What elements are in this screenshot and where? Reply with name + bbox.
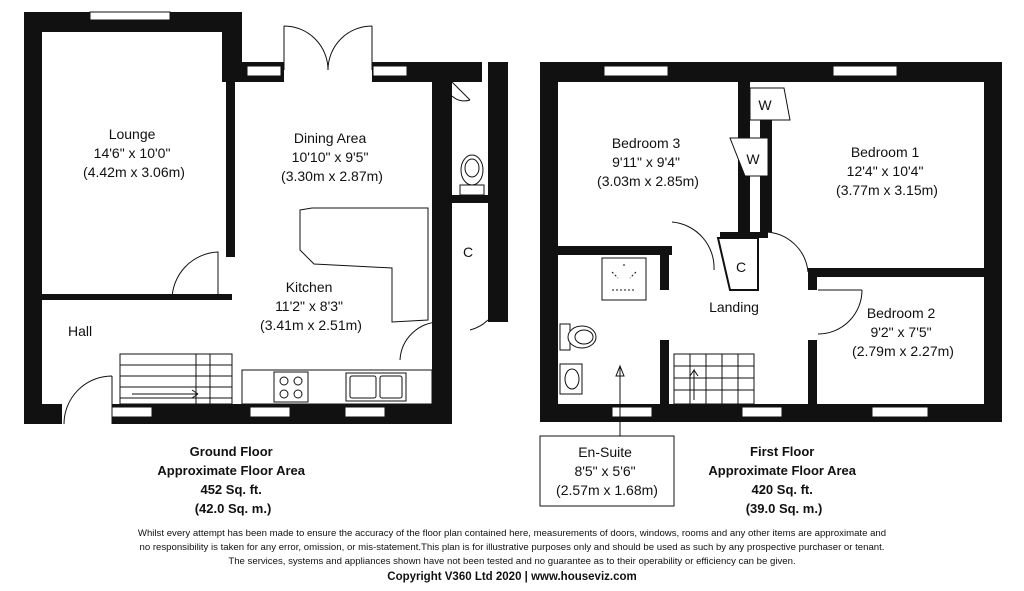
window — [250, 407, 290, 417]
footer — [138, 528, 886, 583]
window — [345, 407, 385, 417]
window — [872, 407, 928, 417]
ensuite-label: En-Suite 8'5" x 5'6" (2.57m x 1.68m) — [556, 444, 658, 498]
wall — [808, 340, 817, 404]
wardrobe-label: W — [746, 151, 760, 167]
first-floor-plan — [540, 62, 1002, 516]
front-door-opening — [62, 402, 112, 426]
window — [612, 407, 652, 417]
disclaimer-line: The services, systems and appliances shown have not been tested and no guarantee as to their operability or efficiency can be given. — [228, 556, 796, 567]
hob-icon — [274, 372, 308, 402]
dining-area-label: Dining Area 10'10" x 9'5" (3.30m x 2.87m) — [281, 130, 383, 184]
stairs-icon — [120, 354, 232, 404]
wall — [488, 62, 508, 322]
door-swing — [470, 320, 488, 330]
wall — [540, 62, 558, 422]
wardrobe-label: W — [758, 97, 772, 113]
toilet-icon — [460, 155, 484, 195]
cupboard-label: C — [462, 244, 474, 260]
wall — [660, 340, 669, 404]
bedroom-1-label: Bedroom 1 12'4" x 10'4" (3.77m x 3.15m) — [836, 144, 938, 198]
wall — [808, 268, 984, 277]
wall — [226, 82, 235, 257]
window — [742, 407, 782, 417]
wall — [24, 12, 42, 424]
window — [247, 66, 281, 76]
stairs-icon — [674, 354, 754, 404]
door-swing — [452, 82, 470, 101]
cupboard-label: C — [735, 259, 747, 275]
ground-floor-plan — [24, 12, 508, 516]
wall — [442, 195, 497, 203]
door-swing — [672, 222, 714, 270]
window — [112, 407, 152, 417]
wall — [808, 268, 817, 290]
wall — [984, 62, 1002, 422]
first-floor-caption: First Floor Approximate Floor Area 420 Sq. ft. (39.0 Sq. m.) — [708, 444, 856, 516]
copyright: Copyright V360 Ltd 2020 | www.houseviz.com — [387, 571, 637, 583]
window — [604, 66, 668, 76]
wall — [42, 294, 232, 300]
sink-icon — [346, 373, 406, 401]
window — [90, 12, 170, 20]
door-swing — [818, 290, 862, 334]
lounge-label: Lounge 14'6" x 10'0" (4.42m x 3.06m) — [83, 126, 185, 180]
ground-floor-caption: Ground Floor Approximate Floor Area 452 Sq. ft. (42.0 Sq. m.) — [157, 444, 305, 516]
wall — [660, 246, 669, 290]
shower-icon — [602, 258, 646, 300]
disclaimer-line: Whilst every attempt has been made to ensure the accuracy of the floor plan contained here, measurements of doors, windows, rooms and any other items are approximate and — [137, 528, 887, 539]
toilet-icon — [560, 324, 596, 350]
kitchen-label: Kitchen 11'2" x 8'3" (3.41m x 2.51m) — [260, 279, 362, 333]
hall-label: Hall — [68, 323, 93, 339]
basin-icon — [560, 364, 582, 394]
window — [373, 66, 407, 76]
disclaimer-line: no responsibility is taken for any error, omission, or mis-statement.This plan is for illustrative purposes only and should be used as such by any prospective purchaser or tenant. — [139, 542, 885, 553]
landing-label: Landing — [709, 299, 759, 315]
pointer-arrow — [616, 366, 624, 436]
bedroom-2-label: Bedroom 2 9'2" x 7'5" (2.79m x 2.27m) — [852, 305, 954, 359]
wall — [558, 246, 672, 255]
door-swing — [764, 232, 808, 272]
wall — [432, 62, 452, 322]
door-swing — [172, 252, 218, 300]
bedroom-3-label: Bedroom 3 9'11" x 9'4" (3.03m x 2.85m) — [597, 135, 699, 189]
window — [833, 66, 897, 76]
